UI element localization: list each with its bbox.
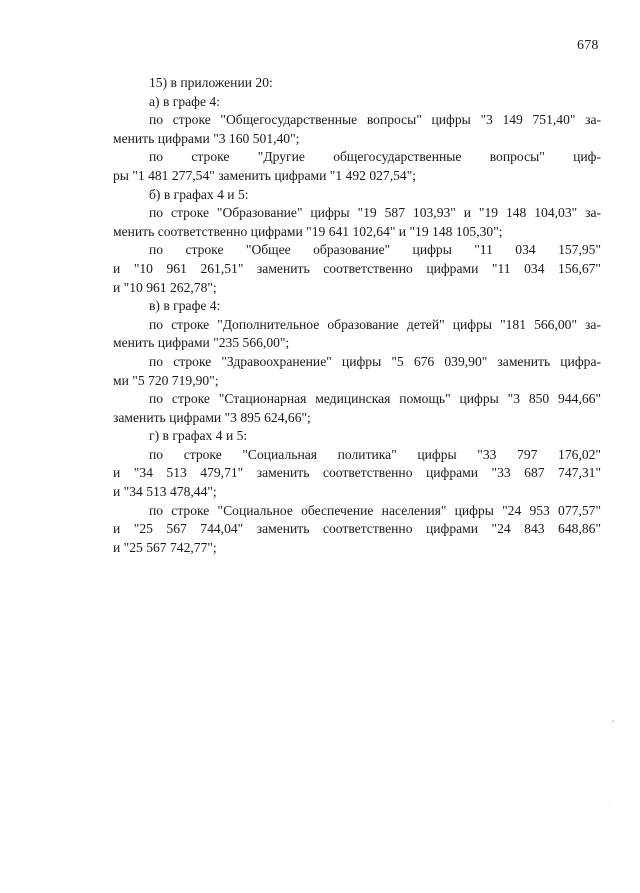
paragraph-line: по строке "Здравоохранение" цифры "5 676 039,90" заменить цифра- <box>149 353 601 369</box>
subsection-a-heading: а) в графе 4: <box>149 93 220 109</box>
paragraph-line: по строке "Социальная политика" цифры "33 797 176,02" <box>149 446 601 462</box>
paragraph-line: и "25 567 744,04" заменить соответственно цифрами "24 843 648,86" <box>113 521 601 537</box>
subsection-b-heading: б) в графах 4 и 5: <box>149 186 249 202</box>
scan-artifact <box>612 720 614 722</box>
paragraph-line: по строке "Общее образование" цифры "11 034 157,95" <box>149 242 601 258</box>
paragraph-line: по строке "Образование" цифры "19 587 103,93" и "19 148 104,03" за- <box>149 205 601 221</box>
paragraph-line: и "10 961 262,78"; <box>113 279 217 295</box>
paragraph-line: ры "1 481 277,54" заменить цифрами "1 492 027,54"; <box>113 167 417 183</box>
document-body <box>113 74 601 557</box>
paragraph-line: и "10 961 261,51" заменить соответственно цифрами "11 034 156,67" <box>113 260 601 276</box>
paragraph-line: и "25 567 742,77"; <box>113 539 217 555</box>
paragraph-line: менить цифрами "235 566,00"; <box>113 335 290 351</box>
paragraph-line: ми "5 720 719,90"; <box>113 372 219 388</box>
page-number: 678 <box>577 38 599 53</box>
section-heading-15: 15) в приложении 20: <box>149 75 273 90</box>
paragraph-line: и "34 513 479,71" заменить соответственно цифрами "33 687 747,31" <box>113 465 601 481</box>
subsection-v-heading: в) в графе 4: <box>149 298 221 314</box>
paragraph-line: по строке "Стационарная медицинская помощь" цифры "3 850 944,66" <box>149 391 601 407</box>
paragraph-line: заменить цифрами "3 895 624,66"; <box>113 409 311 425</box>
paragraph-line: по строке "Социальное обеспечение населения" цифры "24 953 077,57" <box>149 502 601 518</box>
paragraph-line: и "34 513 478,44"; <box>113 484 217 500</box>
paragraph-line: по строке "Дополнительное образование детей" цифры "181 566,00" за- <box>149 316 601 332</box>
scan-artifact <box>609 805 610 806</box>
paragraph-line: менить цифрами "3 160 501,40"; <box>113 130 300 146</box>
paragraph-line: по строке "Другие общегосударственные вопросы" циф- <box>149 149 601 165</box>
subsection-g-heading: г) в графах 4 и 5: <box>149 428 248 444</box>
paragraph-line: по строке "Общегосударственные вопросы" цифры "3 149 751,40" за- <box>149 112 601 128</box>
paragraph-line: менить соответственно цифрами "19 641 102,64" и "19 148 105,30"; <box>113 223 503 239</box>
